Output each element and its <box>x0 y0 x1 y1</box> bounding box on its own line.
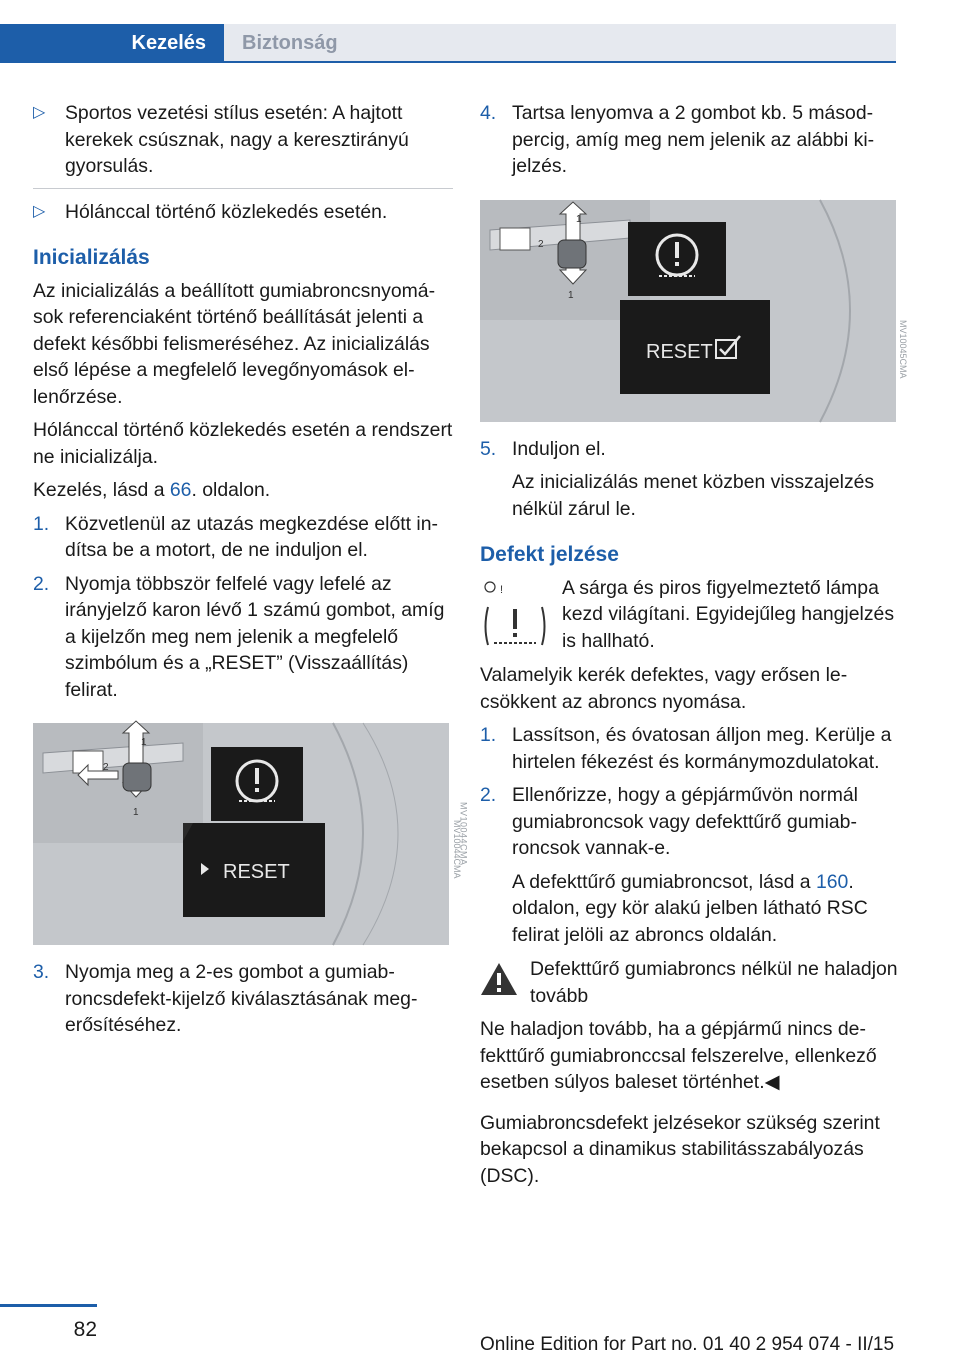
bullet-text: Sportos vezetési stílus esetén: A hajtott kerekek csúsznak, nagy a keresztirányú gyorsulás. <box>65 102 409 177</box>
list-item <box>33 199 453 226</box>
paragraph: Gumiabroncsdefekt jelzésekor szükség szerint bekapcsol a dinamikus stabilitásszabályozás (DSC). <box>480 1111 880 1187</box>
header-divider <box>0 61 896 63</box>
left-column <box>33 100 469 1046</box>
tire-pressure-warning-icon <box>480 577 550 647</box>
step-subtext: Az inicializálás menet közben visszajelzés nélkül zárul le. <box>512 471 875 520</box>
step-item <box>480 100 900 180</box>
footer-divider <box>0 1304 97 1307</box>
triangle-bullet-icon: ▷ <box>33 202 46 220</box>
display-reset-text: RESET <box>646 340 713 363</box>
edition-text: Online Edition for Part no. 01 40 2 954 074 - II/15 <box>480 1334 895 1355</box>
page-link[interactable]: 160 <box>815 870 849 893</box>
right-column <box>480 100 900 1196</box>
step-number: 4. <box>480 102 497 124</box>
tab-biztonsag[interactable]: Biztonság <box>224 24 896 62</box>
step-number: 1. <box>480 724 497 746</box>
step-text: Nyomja meg a 2-es gombot a gumiabroncsdefekt-kijelző kiválasztásának megerősítéséhez. <box>65 961 418 1036</box>
paragraph <box>33 477 453 504</box>
svg-text:!: ! <box>500 583 504 596</box>
dashboard-illustration <box>33 723 449 945</box>
paragraph: Az inicializálás a beállított gumiabroncsnyomások referenciaként történő beállítását jelenti a defekt későbbi felismeréséhez. Az inicializálás első lépése a megfelelő levegőnyomások ellenőrzése. <box>33 279 436 408</box>
step-item <box>480 722 900 775</box>
figure-code: MV10044CMA <box>458 802 469 866</box>
divider <box>33 188 453 189</box>
section-heading-inicializalas: Inicializálás <box>33 246 150 269</box>
label-1: 1 <box>576 213 582 225</box>
page-number: 82 <box>73 1318 97 1341</box>
section-heading-defekt-jelzese: Defekt jelzése <box>480 543 619 566</box>
paragraph: Hólánccal történő közlekedés esetén a rendszert ne inicializálja. <box>33 419 453 468</box>
caution-note <box>480 956 900 1009</box>
text: . oldalon. <box>191 479 271 501</box>
triangle-bullet-icon: ▷ <box>33 104 46 121</box>
figure-code-left: MV10044CMA <box>452 820 462 879</box>
label-2: 2 <box>538 238 544 250</box>
header <box>0 0 960 62</box>
instrument-cluster-figure <box>480 200 896 422</box>
step-subtext <box>512 869 900 949</box>
paragraph: Ne haladjon tovább, ha a gépjármű nincs defekttűrő gumiabronccsal felszerelve, ellenkező esetben súlyos baleset történhet.◀ <box>480 1018 877 1093</box>
step-item <box>33 511 453 564</box>
tab-kezeles[interactable]: Kezelés <box>0 24 224 62</box>
text: A defekttűrő gumiabroncsot, lásd a <box>512 870 816 893</box>
step-number: 1. <box>33 512 50 535</box>
bullet-text: Hólánccal történő közlekedés esetén. <box>65 200 388 223</box>
display-reset-text: RESET <box>223 861 290 883</box>
step-number: 2. <box>480 784 497 806</box>
warning-text: A sárga és piros figyelmeztető lámpa kezd világítani. Egyidejűleg hangjelzés is hallható. <box>562 576 895 652</box>
caution-triangle-icon <box>480 962 518 996</box>
label-1: 1 <box>141 737 147 748</box>
instrument-cluster-figure <box>33 723 469 945</box>
step-number: 5. <box>480 437 497 460</box>
warning-light-note <box>480 575 900 655</box>
label-1-bottom: 1 <box>568 289 574 301</box>
step-item <box>480 436 900 523</box>
list-item <box>33 100 453 180</box>
step-text: Ellenőrizze, hogy a gépjárművön normál gumiabroncsok vagy defekttűrő gumiabroncsok vannak-e. <box>512 784 858 859</box>
label-1-bottom: 1 <box>133 807 139 818</box>
step-text: Nyomja többször felfelé vagy lefelé az irányjelző karon lévő 1 számú gombot, amíg a kijelzőn meg nem jelenik a megfelelő szimbólum és a „RESET” (Visszaállítás) felirat. <box>65 572 445 701</box>
paragraph: Valamelyik kerék defektes, vagy erősen lecsökkent az abroncs nyomása. <box>480 664 848 713</box>
caution-title: Defekttűrő gumiabroncs nélkül ne haladjon tovább <box>530 958 898 1007</box>
step-number: 2. <box>33 572 50 595</box>
step-text: Közvetlenül az utazás megkezdése előtt indítsa be a motort, de ne induljon el. <box>65 512 438 561</box>
step-item <box>33 959 453 1039</box>
step-text: Induljon el. <box>512 437 606 460</box>
text: . oldalon, egy kör alakú jelben látható RSC felirat jelöli az abroncs oldalán. <box>512 870 868 946</box>
label-2: 2 <box>103 762 109 773</box>
step-item <box>33 571 453 704</box>
step-number: 3. <box>33 961 50 983</box>
page-link[interactable]: 66 <box>169 479 192 501</box>
figure-code-right: MV10045CMA <box>898 320 908 379</box>
step-text: Lassítson, és óvatosan álljon meg. Kerülje a hirtelen fékezést és kormánymozdulatokat. <box>512 724 892 773</box>
text: Kezelés, lásd a <box>33 479 170 501</box>
dashboard-illustration <box>480 200 896 422</box>
step-item <box>480 782 900 948</box>
step-text: Tartsa lenyomva a 2 gombot kb. 5 másodpercig, amíg meg nem jelenik az alábbi kijelzés. <box>512 102 875 177</box>
